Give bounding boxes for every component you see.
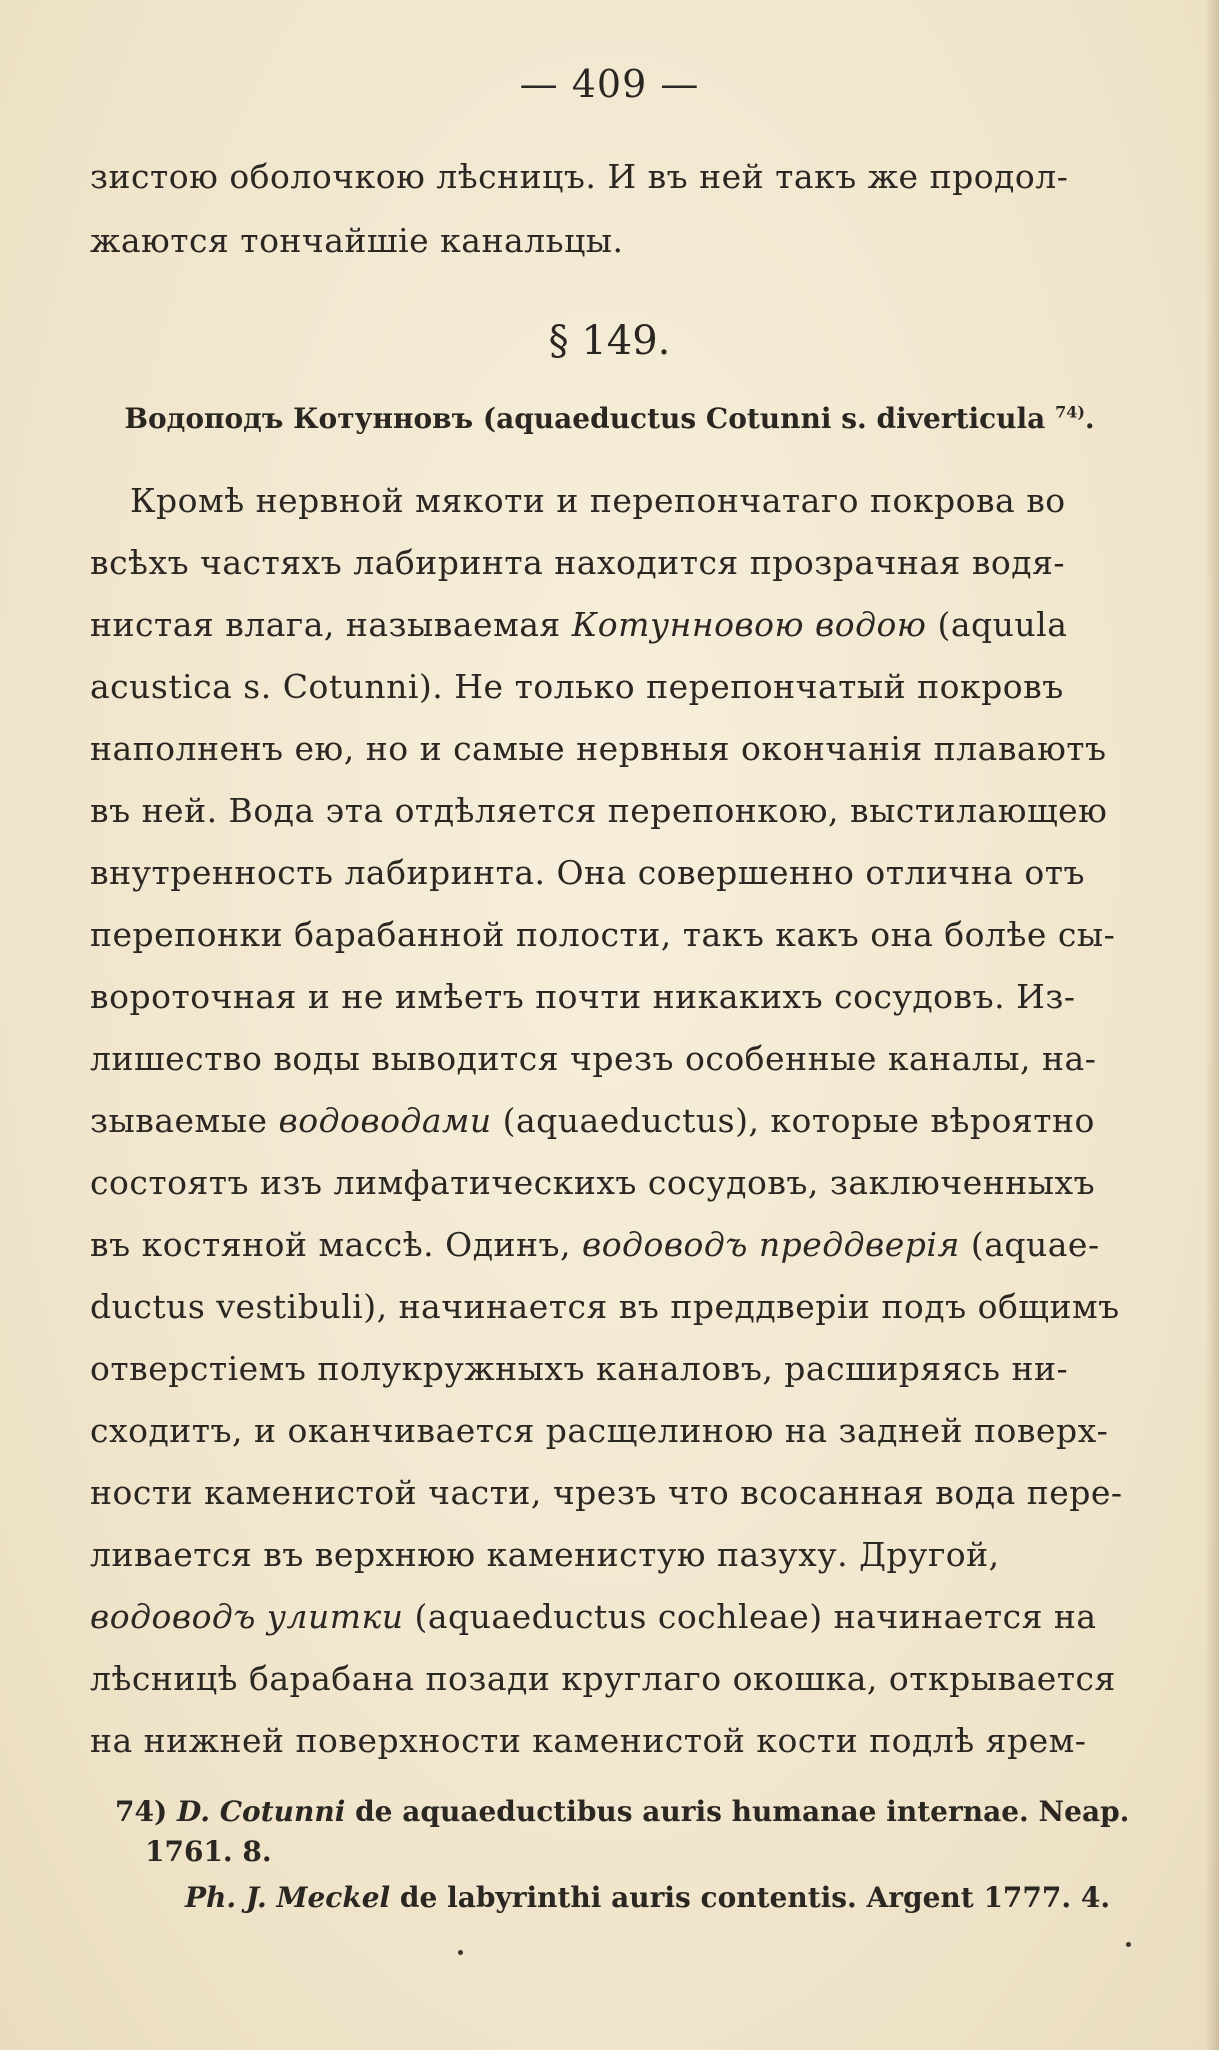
body-line-12: состоятъ изъ лимфатическихъ сосудовъ, заключенныхъ bbox=[90, 1163, 1096, 1202]
body-line-4: acustica s. Cotunni). Не только перепончатый покровъ bbox=[90, 667, 1064, 706]
body-line-5: наполненъ ею, но и самые нервныя окончанія плаваютъ bbox=[90, 729, 1107, 768]
footnote-74-line-1: 74) D. Cotunni de aquaeductibus auris humanae internae. Neap. bbox=[115, 1795, 1130, 1828]
section-title-text: Водоподъ Котунновъ (aquaeductus Cotunni s. diverticula bbox=[124, 402, 1056, 435]
body-line-10: лишество воды выводится чрезъ особенные каналы, на- bbox=[90, 1039, 1097, 1078]
body-line-13: въ костяной массѣ. Одинъ, водоводъ преддверія (aquae- bbox=[90, 1225, 1100, 1264]
body-line-2: всѣхъ частяхъ лабиринта находится прозрачная водя- bbox=[90, 543, 1066, 582]
page-number: — 409 — bbox=[519, 62, 700, 106]
body-line-6: въ ней. Вода эта отдѣляется перепонкою, выстилающею bbox=[90, 791, 1108, 830]
section-number: § 149. bbox=[548, 318, 671, 364]
body-line-7: внутренность лабиринта. Она совершенно отлична отъ bbox=[90, 853, 1086, 892]
body-line-8: перепонки барабанной полости, такъ какъ она болѣе сы- bbox=[90, 915, 1116, 954]
section-title-end: . bbox=[1084, 402, 1095, 435]
body-line-18: ливается въ верхнюю каменистую пазуху. Другой, bbox=[90, 1535, 1000, 1574]
section-title bbox=[0, 402, 1219, 435]
body-line-17: ности каменистой части, чрезъ что всосанная вода пере- bbox=[90, 1473, 1123, 1512]
body-line-19: водоводъ улитки (aquaeductus cochleae) начинается на bbox=[90, 1597, 1097, 1636]
footnote-ref: 74) bbox=[1055, 402, 1085, 422]
page-spine-shadow bbox=[1205, 0, 1219, 2050]
body-line-20: лѣсницѣ барабана позади круглаго окошка, открывается bbox=[90, 1659, 1116, 1698]
body-line-14: ductus vestibuli), начинается въ преддверіи подъ общимъ bbox=[90, 1287, 1120, 1326]
footnote-74-line-3: Ph. J. Meckel de labyrinthi auris contentis. Argent 1777. 4. bbox=[185, 1881, 1111, 1914]
body-line-15: отверстіемъ полукружныхъ каналовъ, расширяясь ни- bbox=[90, 1349, 1069, 1388]
intro-line-1: зистою оболочкою лѣсницъ. И въ ней такъ же продол- bbox=[90, 157, 1069, 196]
intro-line-2: жаются тончайшіе канальцы. bbox=[90, 221, 624, 260]
ink-speck bbox=[1126, 1942, 1131, 1947]
body-line-1: Кромѣ нервной мякоти и перепончатаго покрова во bbox=[130, 481, 1066, 520]
ink-speck bbox=[458, 1950, 463, 1955]
body-line-16: сходитъ, и оканчивается расщелиною на задней поверх- bbox=[90, 1411, 1109, 1450]
body-line-21: на нижней поверхности каменистой кости подлѣ ярем- bbox=[90, 1721, 1087, 1760]
body-line-3: нистая влага, называемая Котунновою водою (aquula bbox=[90, 605, 1068, 644]
body-line-9: вороточная и не имѣетъ почти никакихъ сосудовъ. Из- bbox=[90, 977, 1076, 1016]
body-line-11: зываемые водоводами (aquaeductus), которые вѣроятно bbox=[90, 1101, 1095, 1140]
footnote-74-line-2: 1761. 8. bbox=[145, 1835, 272, 1868]
